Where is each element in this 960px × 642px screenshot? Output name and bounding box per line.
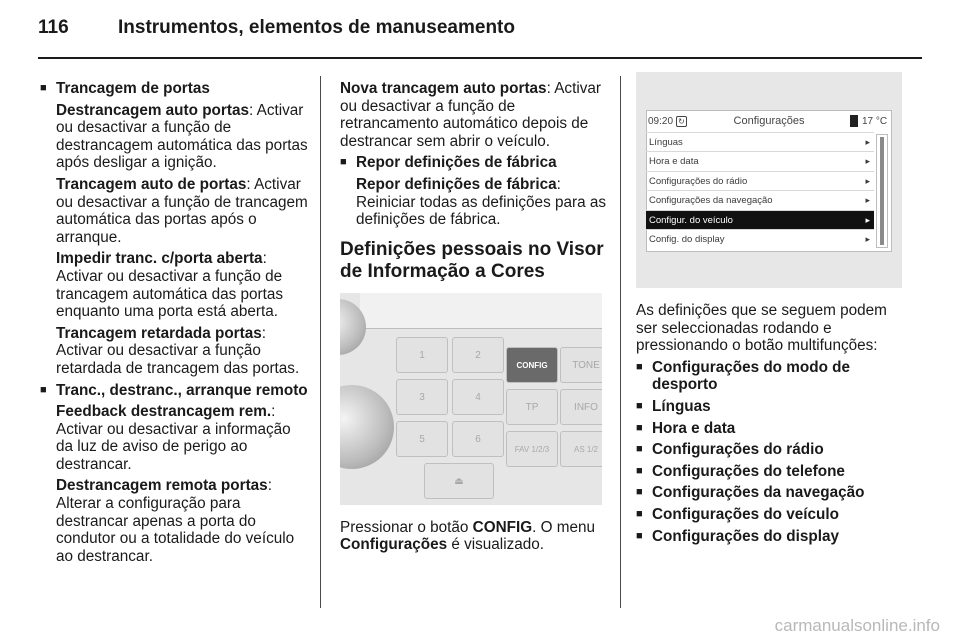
settings-list-item: ■ Configurações do telefone (636, 463, 908, 481)
clock-icon: ↻ (676, 116, 687, 127)
panel-top-strip (360, 293, 602, 329)
preset-button-5: 5 (396, 421, 448, 457)
menu-item: Línguas ▸ (646, 132, 874, 151)
setting-paragraph: Feedback destrancagem rem.: Activar ou desactivar a informação da luz de aviso de perigo ao destrancar. (56, 403, 291, 473)
page-title: Instrumentos, elementos de manuseamento (118, 17, 515, 38)
intro-paragraph: As definições que se seguem podem ser seleccionadas rodando e pressionando o botão multifunções: (636, 302, 887, 355)
watermark: carmanualsonline.info (774, 616, 940, 635)
settings-list-item: ■ Configurações do modo de desporto (636, 359, 908, 394)
section-title: ■ Trancagem de portas (40, 80, 308, 98)
column-3 (636, 302, 908, 549)
tp-button: TP (506, 389, 558, 425)
menu-item: Configurações da navegação ▸ (646, 190, 874, 209)
eject-button: ⏏ (424, 463, 494, 499)
chevron-right-icon: ▸ (865, 175, 870, 186)
section-title: ■ Tranc., destranc., arranque remoto (40, 382, 308, 400)
info-button: INFO (560, 389, 602, 425)
section-title: ■ Repor definições de fábrica (340, 154, 608, 172)
setting-paragraph: Destrancagem auto portas: Activar ou desactivar a função de destrancagem automática das portas após desligar a ignição. (56, 101, 308, 172)
menu-item: Configurações do rádio ▸ (646, 171, 874, 190)
settings-list-item: ■ Configurações do veículo (636, 506, 908, 524)
screen-menu-list (646, 132, 874, 248)
settings-list-item: ■ Línguas (636, 398, 908, 416)
settings-list-item: ■ Configurações da navegação (636, 484, 908, 502)
column-1 (40, 80, 308, 569)
setting-paragraph: Trancagem auto de portas: Activar ou desactivar a função de trancagem automática das portas após o arranque. (56, 175, 308, 246)
settings-list-item: ■ Configurações do display (636, 528, 908, 546)
page-number: 116 (38, 17, 69, 38)
control-panel-image (340, 293, 602, 505)
setting-paragraph: Repor definições de fábrica: Reiniciar todas as definições para as definições de fábrica. (356, 175, 606, 229)
menu-item: Config. do display ▸ (646, 229, 874, 248)
setting-paragraph: Destrancagem remota portas: Alterar a configuração para destrancar apenas a porta do condutor ou a totalidade do veículo ao destrancar. (56, 477, 295, 565)
screen-time: 09:20 (648, 116, 674, 127)
chevron-right-icon: ▸ (865, 214, 870, 225)
column-2 (340, 80, 608, 554)
menu-item-selected: Configur. do veículo ▸ (646, 210, 874, 229)
settings-list-item: ■ Hora e data (636, 420, 908, 438)
display-screen-image (636, 72, 902, 288)
tone-button: TONE (560, 347, 602, 383)
column-divider-1 (320, 76, 321, 608)
section-heading: Definições pessoais no Visor de Informação a Cores (340, 238, 604, 282)
setting-paragraph: Nova trancagem auto portas: Activar ou desactivar a função de retrancamento automático depois de destrancar sem abrir o veículo. (340, 80, 601, 150)
chevron-right-icon: ▸ (865, 156, 870, 167)
multifunction-knob (340, 385, 394, 469)
preset-button-3: 3 (396, 379, 448, 415)
screen-title: Configurações (733, 115, 805, 127)
setting-paragraph: Trancagem retardada portas: Activar ou desactivar a função retardada de trancagem das portas. (56, 324, 300, 377)
preset-button-4: 4 (452, 379, 504, 415)
preset-button-1: 1 (396, 337, 448, 373)
screen-temperature: 17 °C (862, 116, 888, 127)
image-caption: Pressionar o botão CONFIG. O menu Configurações é visualizado. (340, 518, 596, 554)
as-button: AS 1/2 (560, 431, 602, 467)
column-divider-2 (620, 76, 621, 608)
chevron-right-icon: ▸ (865, 233, 870, 244)
chevron-right-icon: ▸ (865, 195, 870, 206)
fav-button: FAV 1/2/3 (506, 431, 558, 467)
preset-button-2: 2 (452, 337, 504, 373)
config-button: CONFIG (506, 347, 558, 383)
screen-scrollbar (876, 134, 888, 248)
page-header (0, 0, 960, 60)
header-rule (38, 57, 922, 59)
preset-button-6: 6 (452, 421, 504, 457)
screen-status-bar (646, 112, 892, 132)
chevron-right-icon: ▸ (865, 137, 870, 147)
phone-icon (850, 115, 858, 127)
settings-list-item: ■ Configurações do rádio (636, 441, 908, 459)
menu-item: Hora e data ▸ (646, 151, 874, 170)
setting-paragraph: Impedir tranc. c/porta aberta: Activar ou desactivar a função de trancagem automática das portas enquanto uma porta está aberta. (56, 250, 284, 321)
